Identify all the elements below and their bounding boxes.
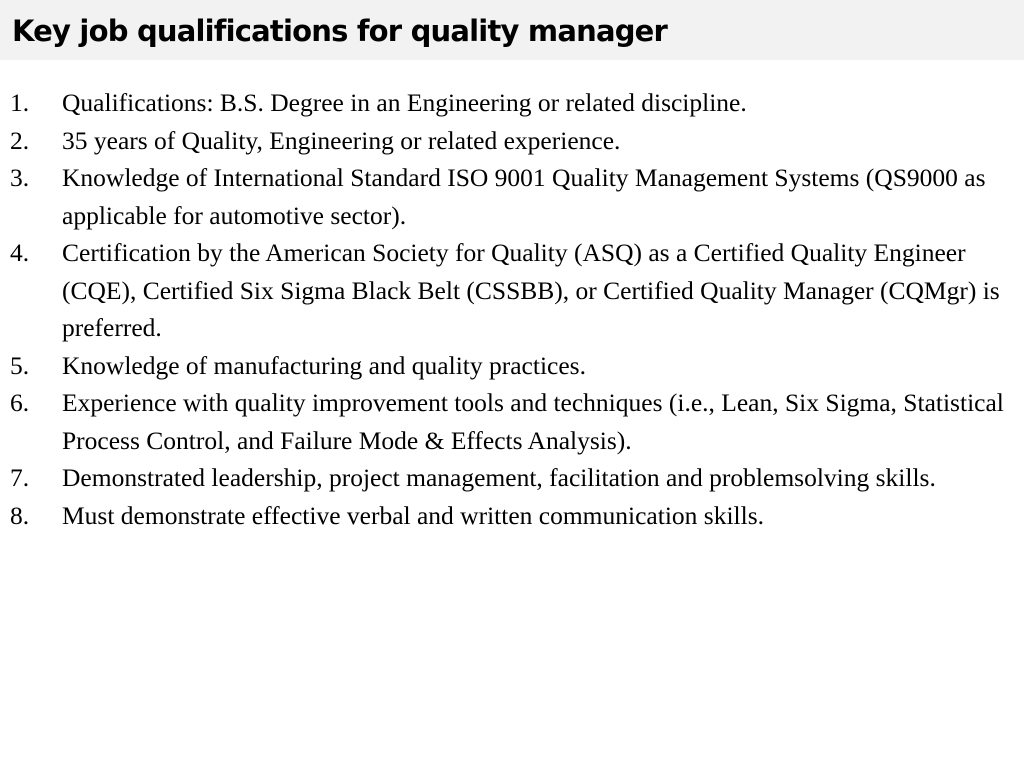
list-item [10,347,1014,385]
item-number: 5. [10,350,30,380]
item-text: Certification by the American Society for Quality (ASQ) as a Certified Quality Engineer (CQE), Certified Six Sigma Black Belt (CSSBB), or Certified Quality Manager (CQMgr) is preferred. [62,238,1000,342]
list-item [10,234,1014,347]
title-bar [0,0,1024,60]
list-item [10,384,1014,459]
item-text: Knowledge of International Standard ISO 9001 Quality Management Systems (QS9000 as applicable for automotive sector). [62,163,986,230]
item-number: 1. [10,88,30,117]
item-number: 4. [10,238,30,267]
item-number: 6. [10,388,30,417]
list-item [10,122,1014,160]
item-text: 35 years of Quality, Engineering or related experience. [62,125,621,155]
item-text: Qualifications: B.S. Degree in an Engineering or related discipline. [62,88,747,117]
list-item [10,159,1014,234]
item-number: 2. [10,125,30,155]
item-text: Demonstrated leadership, project management, facilitation and problemsolving skills. [62,463,936,492]
item-number: 3. [10,163,30,192]
list-item [10,497,1014,535]
list-item [10,459,1014,497]
item-number: 8. [10,500,30,530]
item-text: Knowledge of manufacturing and quality practices. [62,350,586,380]
item-number: 7. [10,463,30,492]
item-text: Must demonstrate effective verbal and written communication skills. [62,500,765,530]
slide-title: Key job qualifications for quality manager [12,14,668,48]
item-text: Experience with quality improvement tools and techniques (i.e., Lean, Six Sigma, Statistical Process Control, and Failure Mode & Effects Analysis). [62,388,1004,455]
qualifications-list [10,84,1014,534]
list-item [10,84,1014,122]
